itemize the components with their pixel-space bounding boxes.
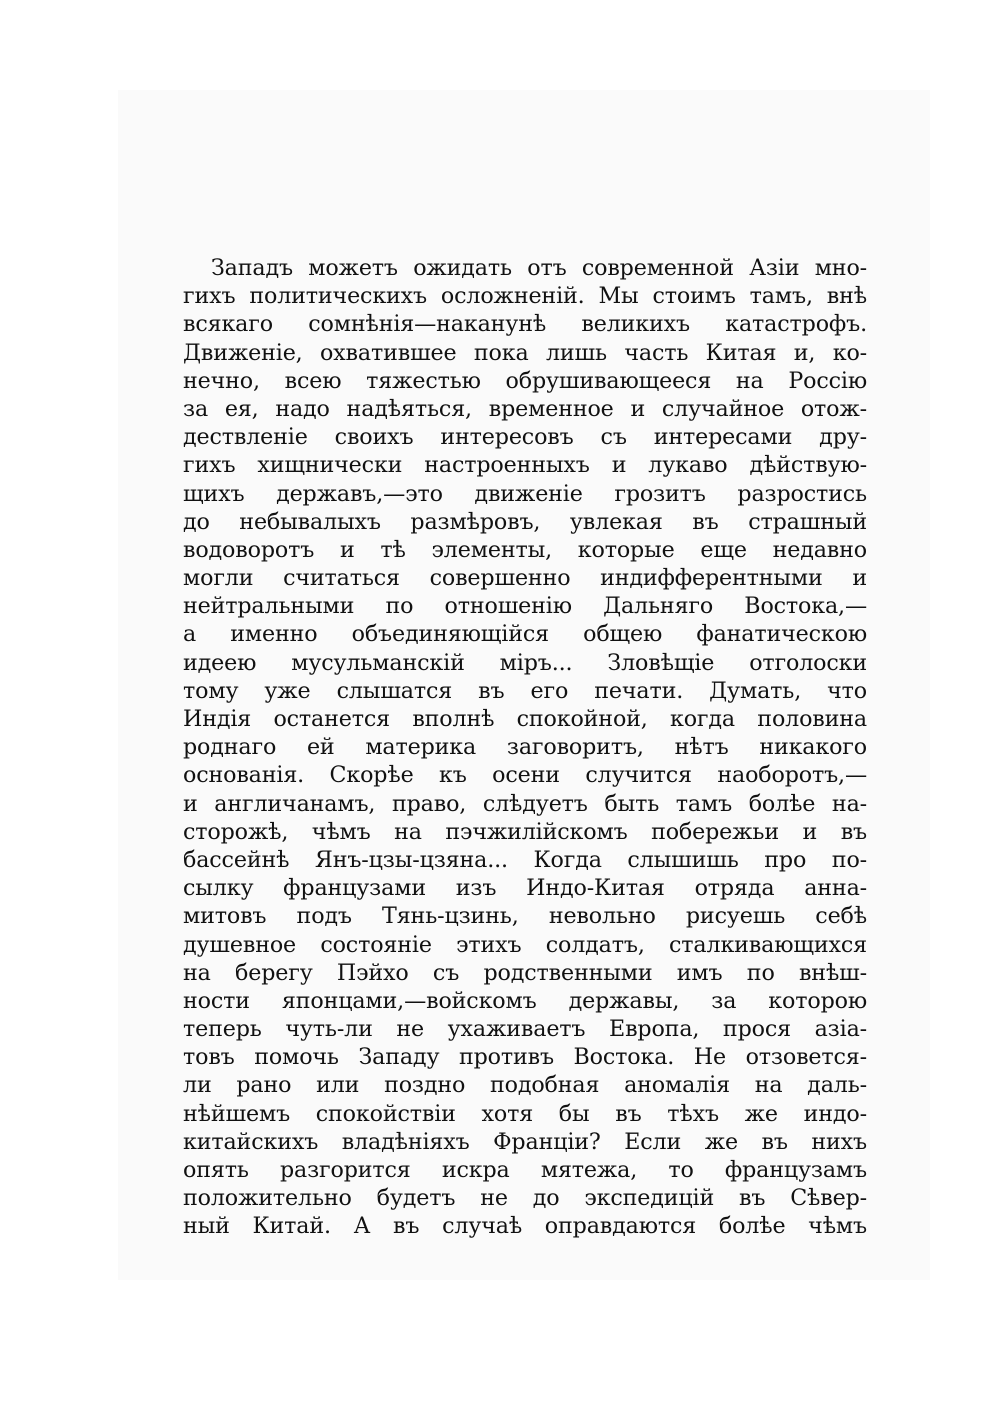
text-line: ный Китай. А въ случаѣ оправдаются болѣе чѣмъ (183, 1213, 867, 1240)
text-line: нечно, всею тяжестью обрушивающееся на Россію (183, 367, 867, 394)
text-line: китайскихъ владѣніяхъ Франціи? Если же въ нихъ (183, 1128, 867, 1155)
text-line: Движеніе, охватившее пока лишь часть Китая и, ко- (183, 339, 867, 366)
text-line: душевное состояніе этихъ солдатъ, сталкивающихся (183, 931, 867, 958)
text-line: всякаго сомнѣнія—наканунѣ великихъ катастрофъ. (183, 311, 867, 338)
text-line: гихъ политическихъ осложненій. Мы стоимъ тамъ, внѣ (183, 283, 867, 310)
text-line: роднаго ей материка заговоритъ, нѣтъ никакого (183, 734, 867, 761)
text-line: нѣйшемъ спокойствіи хотя бы въ тѣхъ же индо- (183, 1100, 867, 1127)
body-text (183, 254, 867, 1241)
text-line: бассейнѣ Янъ-цзы-цзяна... Когда слышишь про по- (183, 846, 867, 873)
text-line: ности японцами,—войскомъ державы, за которою (183, 987, 867, 1014)
text-line: до небывалыхъ размѣровъ, увлекая въ страшный (183, 508, 867, 535)
text-line: и англичанамъ, право, слѣдуетъ быть тамъ болѣе на- (183, 790, 867, 817)
text-line: дествленіе своихъ интересовъ съ интересами дру- (183, 424, 867, 451)
text-line: могли считаться совершенно индифферентными и (183, 565, 867, 592)
text-line: гихъ хищнически настроенныхъ и лукаво дѣйствую- (183, 452, 867, 479)
text-line: щихъ державъ,—это движеніе грозитъ разростись (183, 480, 867, 507)
text-line: водоворотъ и тѣ элементы, которые еще недавно (183, 536, 867, 563)
text-line: на берегу Пэйхо съ родственными имъ по внѣш- (183, 959, 867, 986)
text-line: а именно объединяющійся общею фанатическою (183, 621, 867, 648)
text-line: идеею мусульманскій міръ... Зловѣщіе отголоски (183, 649, 867, 676)
text-line: положительно будетъ не до экспедицій въ Сѣвер- (183, 1185, 867, 1212)
text-line: митовъ подъ Тянь-цзинь, невольно рисуешь себѣ (183, 903, 867, 930)
text-line: сторожѣ, чѣмъ на пэчжилійскомъ побережьи и въ (183, 818, 867, 845)
text-line: Индія останется вполнѣ спокойной, когда половина (183, 706, 867, 732)
text-line: товъ помочь Западу противъ Востока. Не отзовется- (183, 1044, 867, 1071)
text-line: ли рано или поздно подобная аномалія на даль- (183, 1072, 867, 1099)
text-line: сылку французами изъ Индо-Китая отряда анна- (183, 875, 867, 902)
text-line: за ея, надо надѣяться, временное и случайное отож- (183, 395, 867, 422)
text-line: тому уже слышатся въ его печати. Думать, что (183, 677, 867, 704)
text-line: опять разгорится искра мятежа, то французамъ (183, 1157, 867, 1183)
text-line: основанія. Скорѣе къ осени случится наоборотъ,— (183, 762, 867, 789)
text-line: теперь чуть-ли не ухаживаетъ Европа, прося азіа- (183, 1016, 867, 1043)
text-line: Западъ можетъ ожидать отъ современной Азіи мно- (211, 255, 867, 281)
text-line: нейтральными по отношенію Дальняго Востока,— (183, 593, 867, 620)
